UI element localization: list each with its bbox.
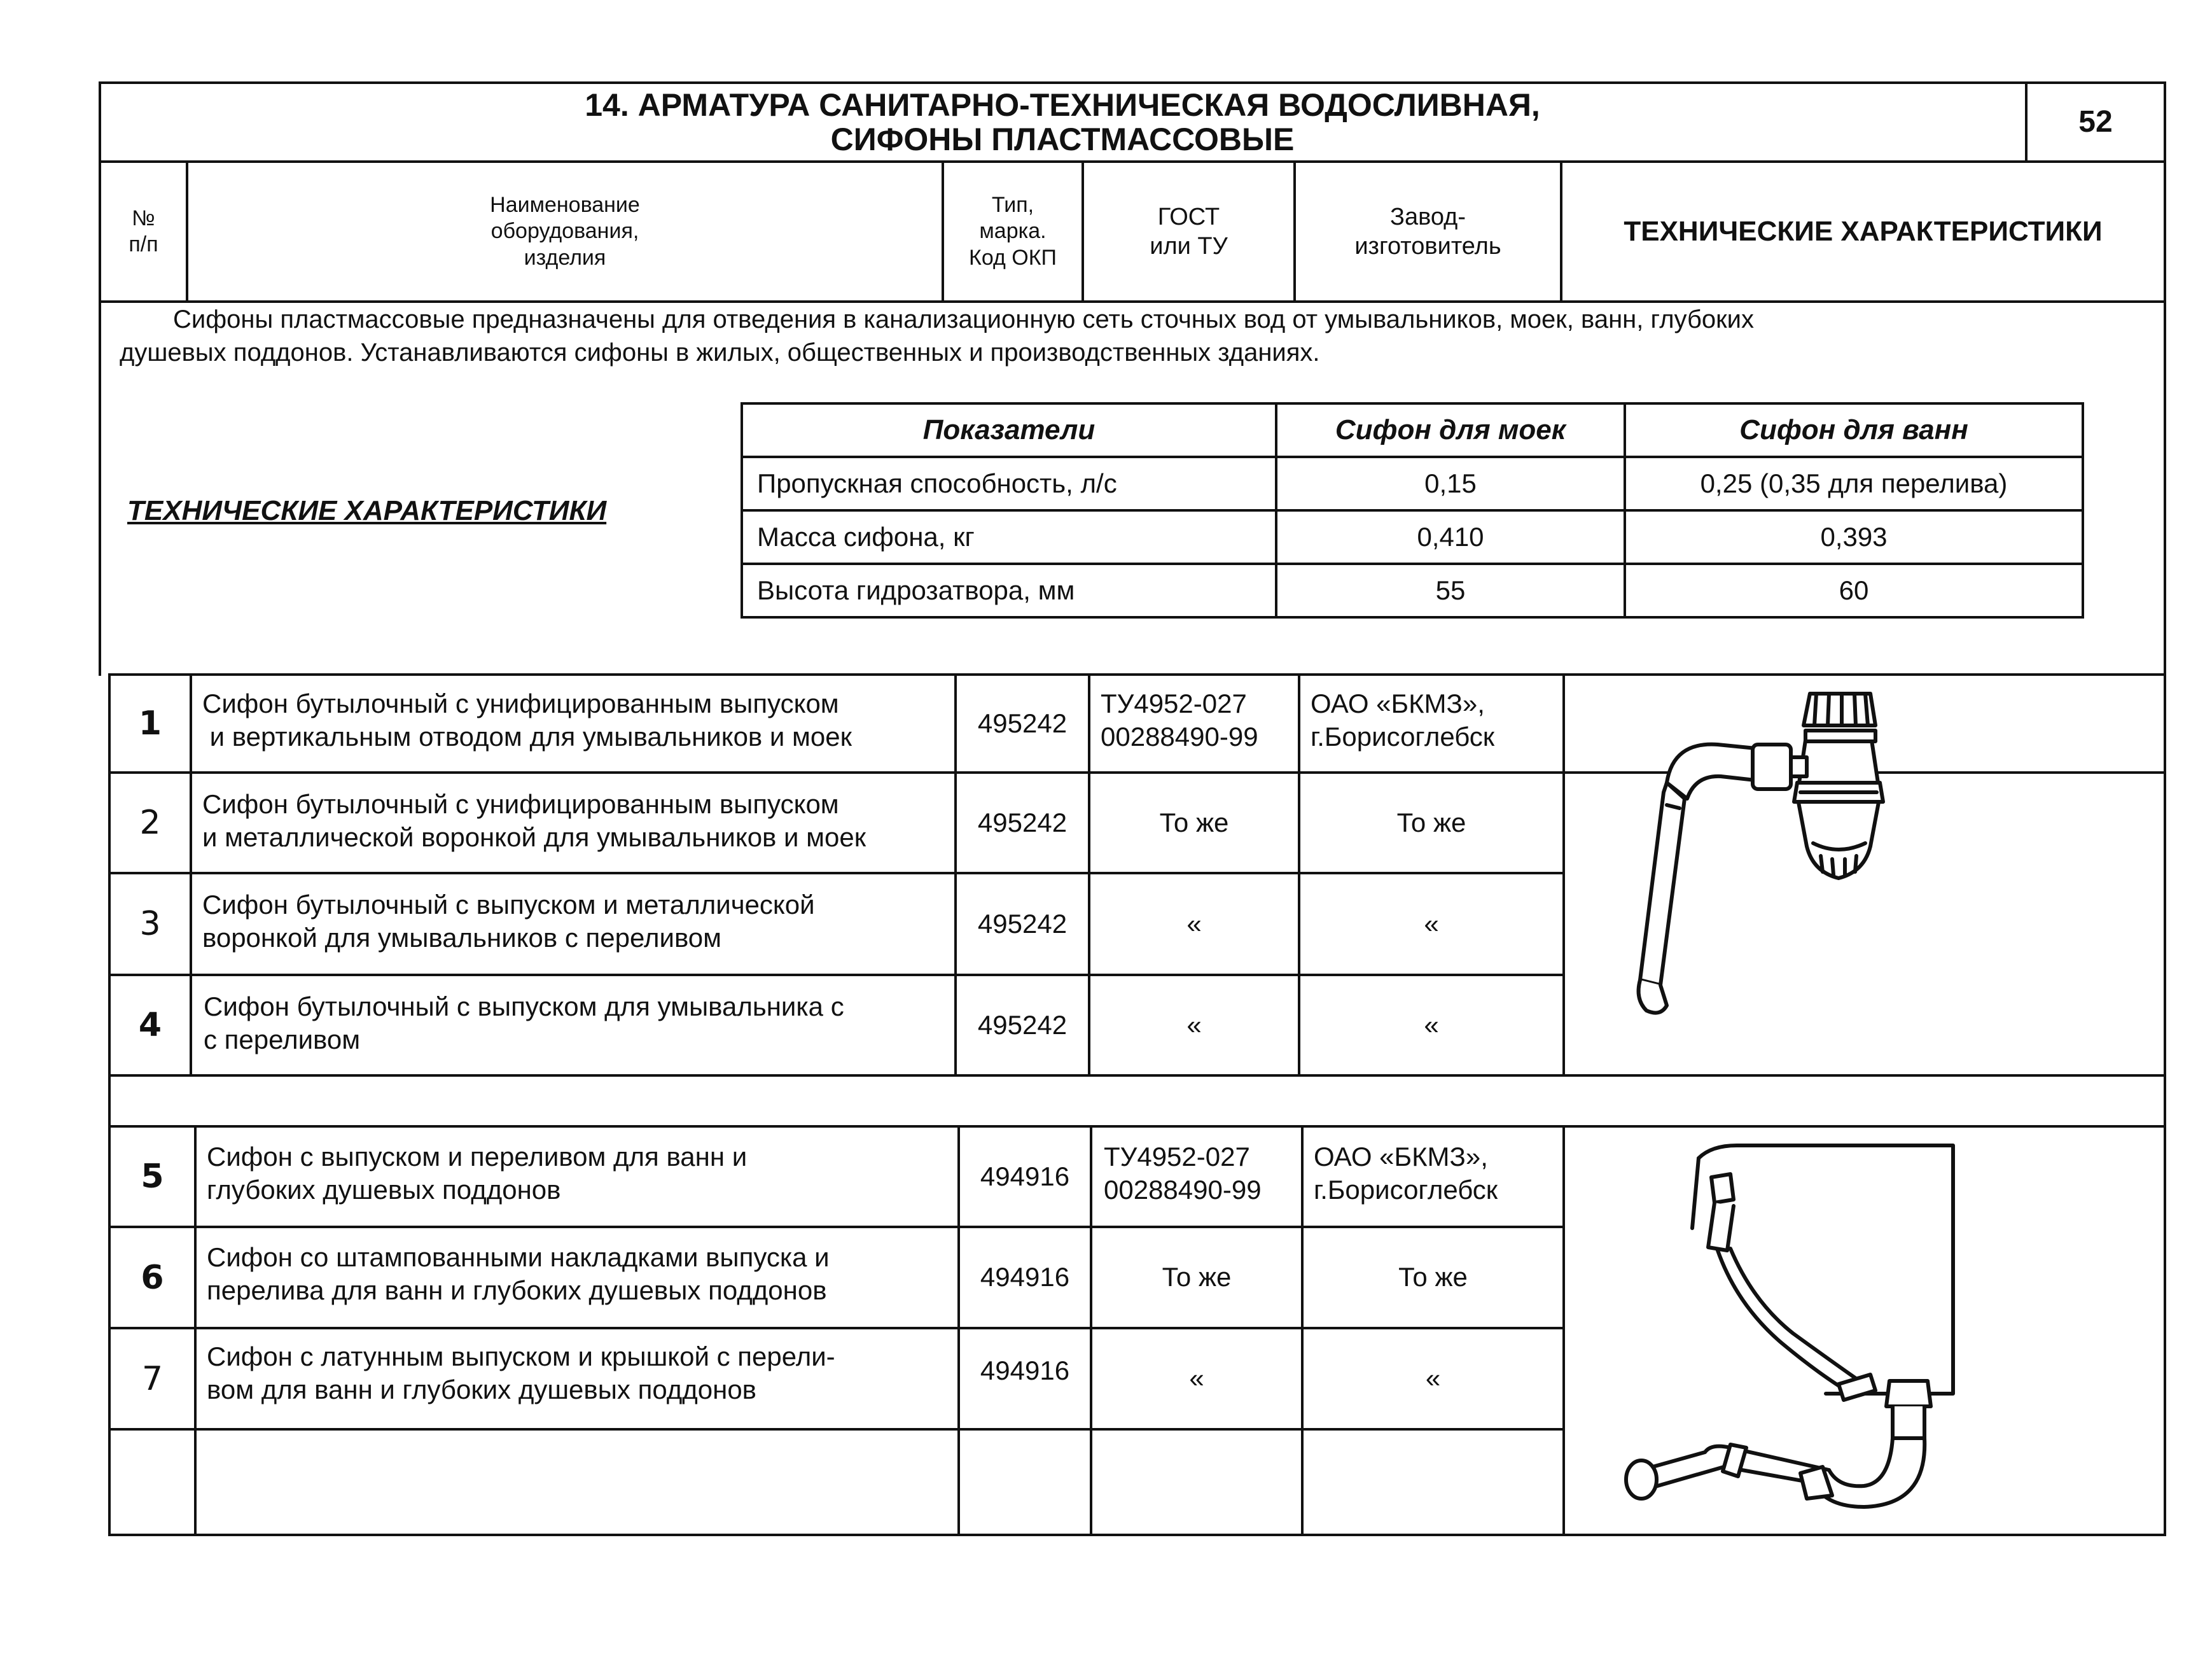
product-name-line-1: Сифон со штампованными накладками выпуска и [207,1242,830,1272]
spec-value-bath: 60 [1625,564,2083,617]
product-name [207,1340,956,1406]
product-gost [1104,1140,1300,1207]
spec-value-sink: 0,410 [1276,510,1625,564]
row-number: 2 [139,804,161,842]
col-header-type: Тип, марка. Код ОКП [969,192,1057,270]
spec-value-sink: 0,15 [1276,457,1625,510]
spec-param: Высота гидрозатвора, мм [742,564,1276,617]
spec-section-label: ТЕХНИЧЕСКИЕ ХАРАКТЕРИСТИКИ [127,495,607,526]
product-gost: « [1186,1009,1202,1040]
page-title [102,84,2023,160]
product-name-line-1: Сифон с выпуском и переливом для ванн и [207,1142,748,1172]
product-gost: То же [1159,807,1229,837]
product-maker: То же [1398,1262,1468,1292]
product-name-line-1: Сифон бутылочный с унифицированным выпуском [202,789,839,819]
col-header-tech: ТЕХНИЧЕСКИЕ ХАРАКТЕРИСТИКИ [1624,216,2103,247]
spec-param: Масса сифона, кг [742,510,1276,564]
col-header-number: № п/п [129,206,158,256]
product-maker: « [1424,1009,1439,1040]
product-code: 494916 [980,1262,1070,1292]
product-gost-line-1: ТУ4952-027 [1101,689,1247,718]
product-maker-line-1: ОАО «БКМЗ», [1314,1142,1488,1172]
bath-siphon-drawing-icon [1571,1139,2017,1521]
spec-header-sink: Сифон для моек [1276,403,1625,457]
product-maker: То же [1396,807,1466,837]
spec-row [742,564,2083,617]
product-code: 494916 [980,1161,1070,1191]
spec-param: Пропускная способность, л/с [742,457,1276,510]
product-name [202,788,953,854]
product-gost: То же [1162,1262,1232,1292]
product-maker: « [1424,908,1439,939]
row-number: 1 [138,704,162,743]
product-name-line-2: вом для ванн и глубоких душевых поддонов [207,1375,756,1405]
product-gost-line-2: 00288490-99 [1104,1175,1262,1205]
product-code: 495242 [977,908,1068,939]
product-gost-line-2: 00288490-99 [1101,722,1258,752]
product-name-line-1: Сифон бутылочный с выпуском и металлической [202,890,815,920]
row-rule [108,1074,2166,1077]
product-maker-line-1: ОАО «БКМЗ», [1311,689,1485,718]
spec-header-row [742,403,2083,457]
product-name-line-1: Сифон бутылочный с выпуском для умывальника с [204,991,844,1021]
product-code: 494916 [980,1355,1070,1385]
product-gost: « [1186,908,1202,939]
spec-header-param: Показатели [742,403,1276,457]
product-name-line-2: воронкой для умывальников с переливом [202,923,722,953]
product-maker [1311,687,1561,753]
intro-line-2: душевых поддонов. Устанавливаются сифоны в жилых, общественных и производственных зданиях. [120,339,1320,367]
row-rule [108,1428,1565,1431]
spec-value-bath: 0,393 [1625,510,2083,564]
product-code: 495242 [977,708,1068,738]
product-name-line-1: Сифон с латунным выпуском и крышкой с перели- [207,1341,835,1371]
col-rule [1562,673,1565,1077]
product-maker [1314,1140,1562,1207]
bottle-siphon-drawing-icon [1571,681,2017,1037]
product-name [202,888,953,955]
product-name [202,687,953,753]
product-name-line-2: перелива для ванн и глубоких душевых поддонов [207,1275,827,1306]
spec-row [742,457,2083,510]
section-left-border [99,300,101,676]
row-number: 3 [139,905,161,943]
intro-line-1: Сифоны пластмассовые предназначены для отведения в канализационную сеть сточных вод от умывальников, моек, ванн, глубоких [173,305,1754,333]
row-rule [108,1125,2166,1128]
row-number: 6 [141,1258,164,1297]
product-name-line-2: и металлической воронкой для умывальников и моек [202,822,866,853]
product-name [207,1140,956,1207]
product-code: 495242 [977,807,1068,837]
page-number: 52 [2078,105,2113,139]
row-number: 5 [141,1158,164,1196]
col-rule [190,673,192,1077]
product-name-line-1: Сифон бутылочный с унифицированным выпуском [202,689,839,718]
col-rule [194,1125,197,1536]
page-title-line-1: 14. АРМАТУРА САНИТАРНО-ТЕХНИЧЕСКАЯ ВОДОСЛИВНАЯ, [585,87,1540,123]
product-name-line-2: глубоких душевых поддонов [207,1175,561,1205]
product-gost-line-1: ТУ4952-027 [1104,1142,1250,1172]
product-maker-line-2: г.Борисоглебск [1314,1175,1498,1205]
col-header-gost: ГОСТ или ТУ [1150,203,1228,260]
page-title-line-2: СИФОНЫ ПЛАСТМАССОВЫЕ [830,122,1295,157]
spec-value-sink: 55 [1276,564,1625,617]
product-name [204,990,954,1056]
spec-table [741,402,2084,619]
product-code: 495242 [977,1009,1068,1040]
spec-value-bath: 0,25 (0,35 для перелива) [1625,457,2083,510]
product-name [207,1241,956,1307]
spec-row [742,510,2083,564]
section-right-border [2164,300,2166,676]
product-gost: « [1189,1363,1204,1394]
product-maker: « [1425,1363,1441,1394]
product-name-line-2: с переливом [204,1025,361,1055]
row-number: 7 [141,1359,163,1398]
product-name-line-2: и вертикальным отводом для умывальников и моек [202,722,852,752]
product-gost [1101,687,1297,753]
product-maker-line-2: г.Борисоглебск [1311,722,1495,752]
spec-header-bath: Сифон для ванн [1625,403,2083,457]
col-header-maker: Завод- изготовитель [1354,203,1501,260]
col-header-name: Наименование оборудования, изделия [490,192,640,270]
row-number: 4 [138,1006,162,1044]
col-rule [1562,1125,1565,1536]
